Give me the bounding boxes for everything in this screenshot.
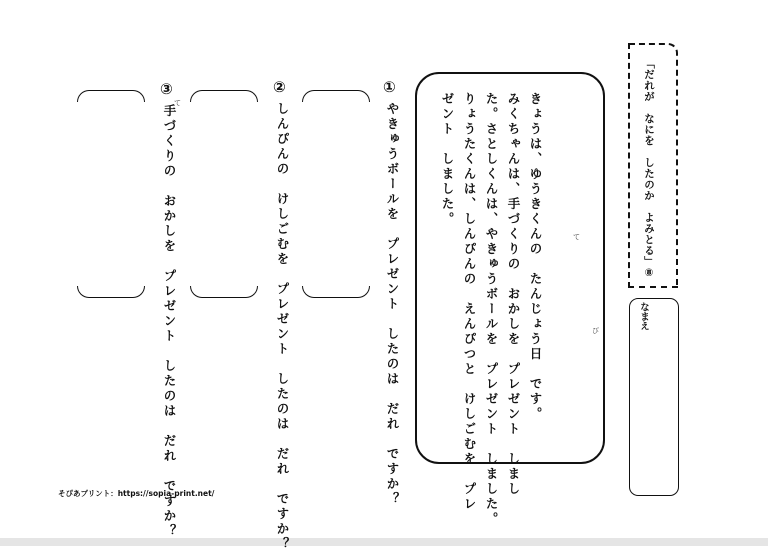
ruby-bi: び (592, 327, 599, 335)
footer-credit: そぴあプリント：https://sopia-print.net/ (58, 489, 215, 498)
question-1-number: ① (383, 78, 396, 96)
question-3-text: 手づくりの おかしを プレゼント したのは だれ ですか？ (162, 104, 177, 539)
answer-3-bracket-bottom[interactable] (77, 286, 145, 298)
ruby-te-question: て (174, 99, 181, 107)
question-3-number: ③ (160, 80, 173, 98)
name-label: なまえ (638, 302, 649, 331)
answer-2-bracket-top[interactable] (190, 90, 258, 102)
story-text: きょうは、ゆうきくんの たんじょう日 です。 みくちゃんは、手づくりの おかしを プレゼント しまし た。さとしくんは、やきゅうボールを プレゼント しました。 りょうたくんは、しんぴんの えんぴつと けしごむを プレ ゼント しました。 (440, 92, 543, 527)
question-2-text: しんぴんの けしごむを プレゼント したのは だれ ですか？ (275, 102, 290, 552)
question-1-text: やきゅうボールを プレゼント したのは だれ ですか？ (385, 102, 400, 507)
answer-1-bracket-top[interactable] (302, 90, 370, 102)
question-2-number: ② (273, 78, 286, 96)
ruby-te-story: て (573, 233, 580, 241)
answer-3-bracket-top[interactable] (77, 90, 145, 102)
worksheet-title: 「だれが なにを したのか よみとる」⑧ (643, 58, 655, 280)
answer-2-bracket-bottom[interactable] (190, 286, 258, 298)
page-bottom-bar (0, 538, 768, 546)
answer-1-bracket-bottom[interactable] (302, 286, 370, 298)
